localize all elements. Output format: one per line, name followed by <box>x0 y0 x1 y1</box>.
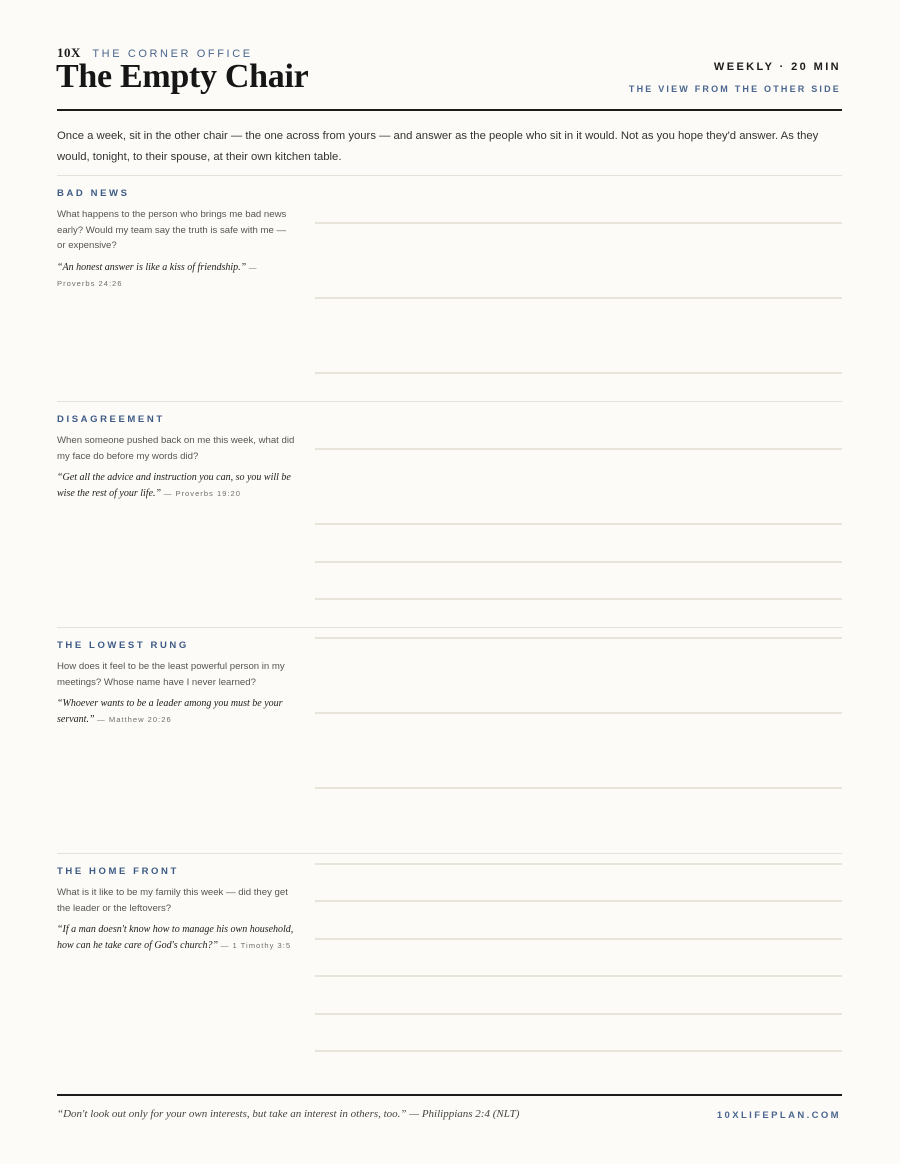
footer-rule <box>57 1094 842 1096</box>
scripture-quote <box>57 696 297 728</box>
quote-text: “An honest answer is like a kiss of friendship.” <box>57 261 247 273</box>
scripture-quote <box>57 470 297 502</box>
section-question: How does it feel to be the least powerful person in my meetings? Whose name have I never learned? <box>57 661 285 688</box>
footer-website: 10XLIFEPLAN.COM <box>716 1110 841 1121</box>
section-question: What is it like to be my family this week — did they get the leader or the leftovers? <box>57 887 288 914</box>
writing-line[interactable] <box>315 900 842 902</box>
section-divider <box>57 627 842 628</box>
writing-line[interactable] <box>315 561 842 563</box>
scripture-quote <box>57 922 297 954</box>
writing-line[interactable] <box>315 637 842 639</box>
quote-text: “If a man doesn't know how to manage his own household, how can he take care of God's church?” <box>57 924 294 951</box>
writing-line[interactable] <box>315 448 842 450</box>
writing-line[interactable] <box>315 863 842 865</box>
quote-reference: — 1 Timothy 3:5 <box>220 941 292 950</box>
writing-line[interactable] <box>315 975 842 977</box>
quote-text: “Get all the advice and instruction you can, so you will be wise the rest of your life.” <box>57 472 291 499</box>
section-heading: DISAGREEMENT <box>57 414 165 425</box>
section-divider <box>57 175 842 176</box>
section-divider <box>57 853 842 854</box>
writing-line[interactable] <box>315 1013 842 1015</box>
section-lowest-rung <box>57 640 297 728</box>
frequency-label: WEEKLY · 20 MIN <box>713 61 841 73</box>
section-heading: BAD NEWS <box>57 188 130 199</box>
footer-quote: “Don't look out only for your own interests, but take an interest in others, too.” — Philippians 2:4 (NLT) <box>57 1108 520 1120</box>
page-title: The Empty Chair <box>56 58 309 95</box>
series-name: THE CORNER OFFICE <box>92 48 253 60</box>
writing-line[interactable] <box>315 222 842 224</box>
scripture-quote <box>57 260 297 292</box>
section-home-front <box>57 866 297 954</box>
quote-reference: — Proverbs 24:26 <box>57 262 258 288</box>
section-heading: THE LOWEST RUNG <box>57 640 189 651</box>
writing-line[interactable] <box>315 712 842 714</box>
writing-line[interactable] <box>315 372 842 374</box>
section-question: What happens to the person who brings me bad news early? Would my team say the truth is safe with me — or expensive? <box>57 209 287 251</box>
writing-line[interactable] <box>315 787 842 789</box>
section-divider <box>57 401 842 402</box>
writing-line[interactable] <box>315 598 842 600</box>
section-question: When someone pushed back on me this week, what did my face do before my words did? <box>57 435 295 462</box>
quote-text: “Whoever wants to be a leader among you must be your servant.” <box>57 698 283 725</box>
section-disagreement <box>57 414 297 502</box>
section-heading: THE HOME FRONT <box>57 866 179 877</box>
section-bad-news <box>57 188 297 292</box>
writing-line[interactable] <box>315 523 842 525</box>
header-rule <box>57 109 842 111</box>
writing-line[interactable] <box>315 297 842 299</box>
intro-text: Once a week, sit in the other chair — the one across from yours — and answer as the people who sit in it would. Not as you hope they'd answer. As they would, tonight, to their spouse, at their own kitchen table. <box>57 130 819 163</box>
brand-logo: 10X <box>57 45 81 60</box>
tagline: THE VIEW FROM THE OTHER SIDE <box>628 84 841 94</box>
writing-line[interactable] <box>315 938 842 940</box>
writing-line[interactable] <box>315 1050 842 1052</box>
quote-reference: — Matthew 20:26 <box>97 715 172 724</box>
quote-reference: — Proverbs 19:20 <box>163 489 241 498</box>
